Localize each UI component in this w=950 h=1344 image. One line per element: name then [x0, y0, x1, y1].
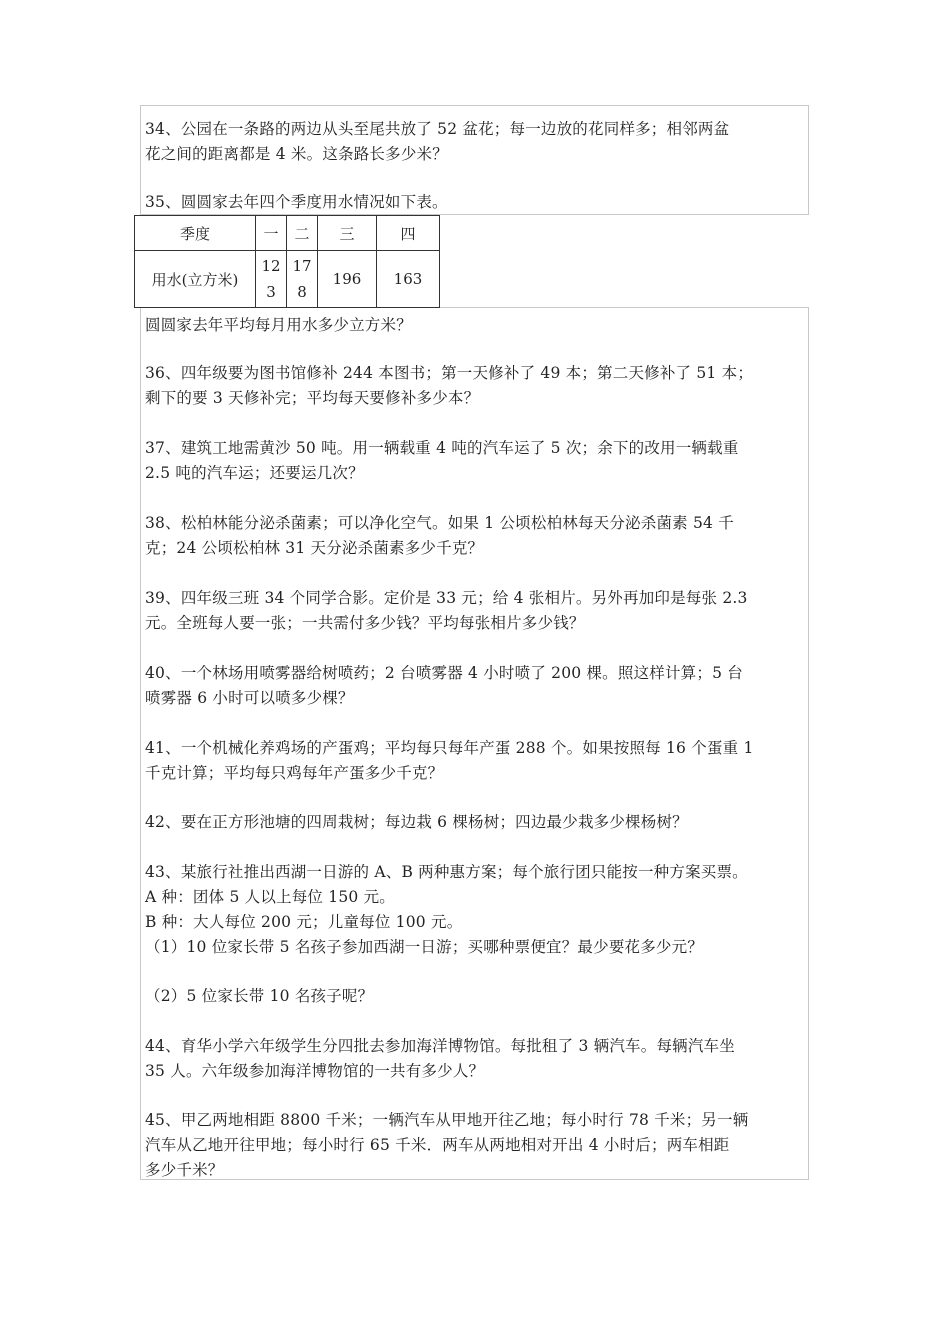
q41-line1: 41、一个机械化养鸡场的产蛋鸡；平均每只每年产蛋 288 个。如果按照每 16 个蛋重 1: [145, 739, 754, 757]
table-cell-q1-top: 12: [261, 257, 281, 275]
q37-line2: 2.5 吨的汽车运；还要运几次？: [145, 464, 364, 482]
table-cell-q1-bottom: 3: [266, 283, 276, 301]
q35-question: 圆圆家去年平均每月用水多少立方米？: [145, 316, 412, 334]
table-cell-q3: 196: [318, 251, 377, 308]
table-header-q2: 二: [287, 216, 318, 251]
q43-line1: 43、某旅行社推出西湖一日游的 A、B 两种惠方案；每个旅行团只能按一种方案买票。: [145, 863, 748, 881]
q36-line2: 剩下的要 3 天修补完；平均每天要修补多少本？: [145, 389, 480, 407]
q44-line2: 35 人。六年级参加海洋博物馆的一共有多少人？: [145, 1062, 485, 1080]
q43-line2: A 种：团体 5 人以上每位 150 元。: [145, 888, 395, 906]
q34-line2: 花之间的距离都是 4 米。这条路长多少米？: [145, 145, 448, 163]
q42-line1: 42、要在正方形池塘的四周栽树；每边栽 6 棵杨树；四边最少栽多少棵杨树？: [145, 813, 688, 831]
table-row-label: 用水(立方米): [135, 251, 256, 308]
q37-line1: 37、建筑工地需黄沙 50 吨。用一辆载重 4 吨的汽车运了 5 次；余下的改用一辆载重: [145, 439, 739, 457]
q43-sub1: （1）10 位家长带 5 名孩子参加西湖一日游；买哪种票便宜？最少要花多少元？: [145, 938, 704, 956]
q45-line1: 45、甲乙两地相距 8800 千米；一辆汽车从甲地开往乙地；每小时行 78 千米；另一辆: [145, 1111, 749, 1129]
table-header-q1: 一: [256, 216, 287, 251]
table-cell-q1: [256, 251, 287, 308]
q39-line2: 元。全班每人要一张；一共需付多少钱？平均每张相片多少钱？: [145, 614, 585, 632]
table-cell-q4: 163: [377, 251, 440, 308]
table-cell-q2: [287, 251, 318, 308]
q43-sub2: （2）5 位家长带 10 名孩子呢？: [145, 987, 374, 1005]
table-header-q4: 四: [377, 216, 440, 251]
q34-line1: 34、公园在一条路的两边从头至尾共放了 52 盆花；每一边放的花同样多；相邻两盆: [145, 120, 730, 138]
q38-line2: 克；24 公顷松柏林 31 天分泌杀菌素多少千克？: [145, 539, 484, 557]
q39-line1: 39、四年级三班 34 个同学合影。定价是 33 元；给 4 张相片。另外再加印是每张 2.3: [145, 589, 748, 607]
table-header-q3: 三: [318, 216, 377, 251]
q41-line2: 千克计算；平均每只鸡每年产蛋多少千克？: [145, 764, 444, 782]
q40-line1: 40、一个林场用喷雾器给树喷药；2 台喷雾器 4 小时喷了 200 棵。照这样计算；5 台: [145, 664, 743, 682]
q45-line2: 汽车从乙地开往甲地；每小时行 65 千米．两车从两地相对开出 4 小时后；两车相距: [145, 1136, 730, 1154]
q35-intro: 35、圆圆家去年四个季度用水情况如下表。: [145, 193, 448, 211]
q36-line1: 36、四年级要为图书馆修补 244 本图书；第一天修补了 49 本；第二天修补了 51 本；: [145, 364, 754, 382]
q40-line2: 喷雾器 6 小时可以喷多少棵？: [145, 689, 354, 707]
q38-line1: 38、松柏林能分泌杀菌素；可以净化空气。如果 1 公顷松柏林每天分泌杀菌素 54 千: [145, 514, 734, 532]
table-header-season: 季度: [135, 216, 256, 251]
q45-line3: 多少千米？: [145, 1161, 224, 1179]
q44-line1: 44、育华小学六年级学生分四批去参加海洋博物馆。每批租了 3 辆汽车。每辆汽车坐: [145, 1037, 735, 1055]
q43-line3: B 种：大人每位 200 元；儿童每位 100 元。: [145, 913, 463, 931]
water-usage-table: [134, 215, 440, 308]
table-cell-q2-bottom: 8: [297, 283, 307, 301]
table-cell-q2-top: 17: [292, 257, 312, 275]
